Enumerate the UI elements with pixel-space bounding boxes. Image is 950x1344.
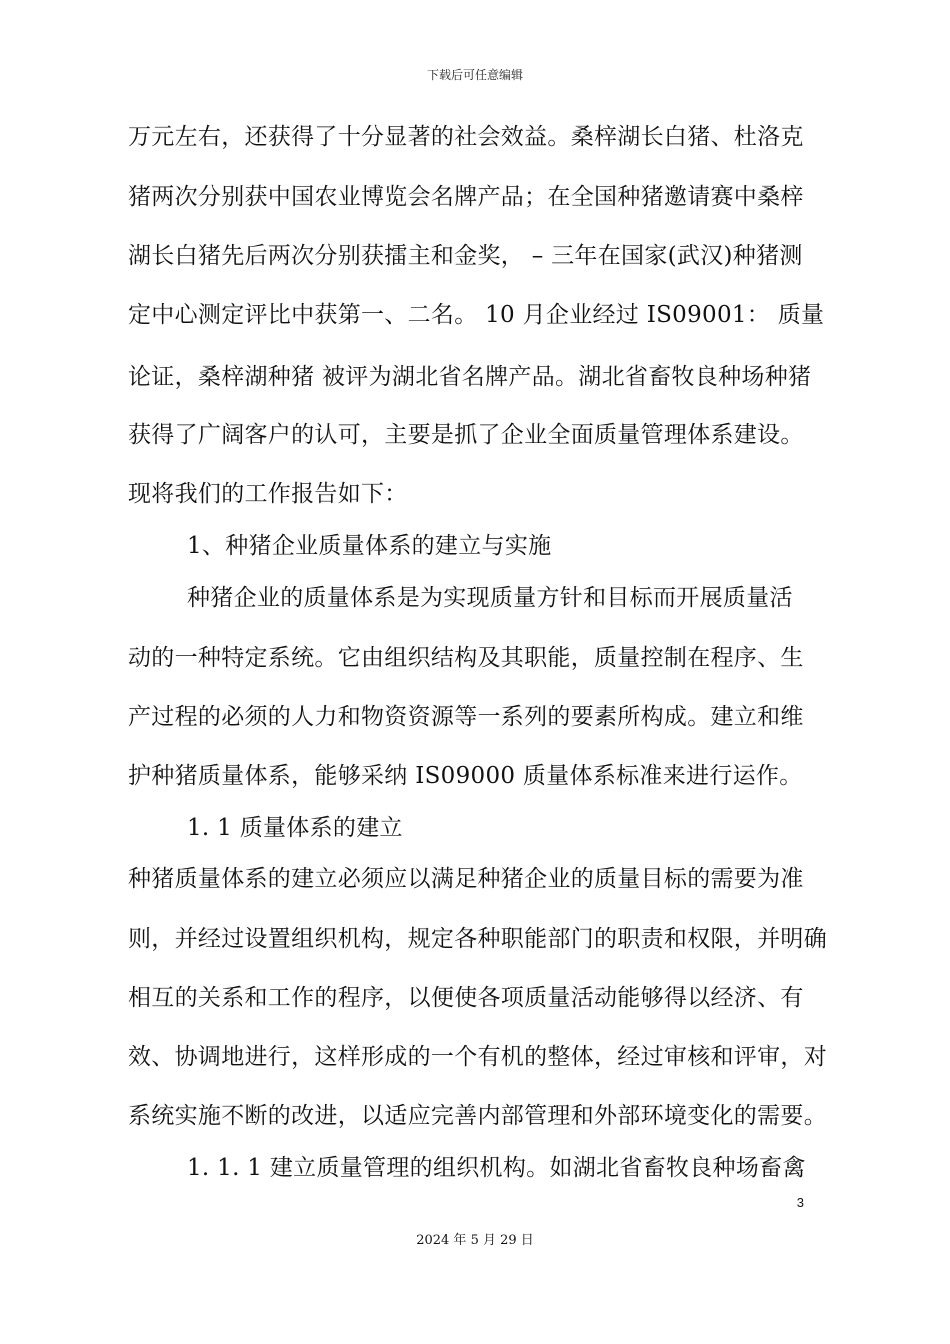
body-line-9: 种猪企业的质量体系是为实现质量方针和目标而开展质量活	[187, 585, 793, 611]
page-number: 3	[796, 1195, 804, 1210]
body-line-1: 万元左右，还获得了十分显著的社会效益。桑梓湖长白猪、杜洛克	[128, 124, 804, 150]
body-line-15: 则，并经过设置组织机构，规定各种职能部门的职责和权限，并明确	[128, 926, 827, 952]
footer-date: 2024 年 5 月 29 日	[416, 1233, 534, 1248]
body-line-6: 获得了广阔客户的认可，主要是抓了企业全面质量管理体系建设。	[128, 422, 804, 448]
body-line-7: 现将我们的工作报告如下：	[128, 481, 408, 507]
body-line-10: 动的一种特定系统。它由组织结构及其职能，质量控制在程序、生	[128, 645, 804, 671]
body-line-2: 猪两次分别获中国农业博览会名牌产品；在全国种猪邀请赛中桑梓	[128, 184, 804, 210]
body-line-3: 湖长白猪先后两次分别获擂主和金奖， – 三年在国家(武汉)种猪测	[128, 243, 803, 269]
body-line-5: 论证，桑梓湖种猪 被评为湖北省名牌产品。湖北省畜牧良种场种猪	[128, 364, 812, 390]
body-line-11: 产过程的必须的人力和物资资源等一系列的要素所构成。建立和维	[128, 704, 804, 730]
body-line-16: 相互的关系和工作的程序，以便使各项质量活动能够得以经济、有	[128, 985, 804, 1011]
body-line-17: 效、协调地进行，这样形成的一个有机的整体，经过审核和评审，对	[128, 1044, 827, 1070]
body-line-18: 系统实施不断的改进，以适应完善内部管理和外部环境变化的需要。	[128, 1103, 827, 1129]
body-line-12: 护种猪质量体系，能够采纳 IS09000 质量体系标准来进行运作。	[128, 763, 803, 789]
section-heading-1-1-1: 1. 1. 1 建立质量管理的组织机构。如湖北省畜牧良种场畜禽	[187, 1155, 806, 1181]
body-line-14: 种猪质量体系的建立必须应以满足种猪企业的质量目标的需要为准	[128, 866, 804, 892]
page-header: 下载后可任意编辑	[426, 68, 523, 82]
body-line-4: 定中心测定评比中获第一、二名。 10 月企业经过 IS09001： 质量	[128, 302, 825, 328]
section-heading-1: 1、种猪企业质量体系的建立与实施	[187, 533, 552, 559]
section-heading-1-1: 1. 1 质量体系的建立	[187, 815, 403, 841]
